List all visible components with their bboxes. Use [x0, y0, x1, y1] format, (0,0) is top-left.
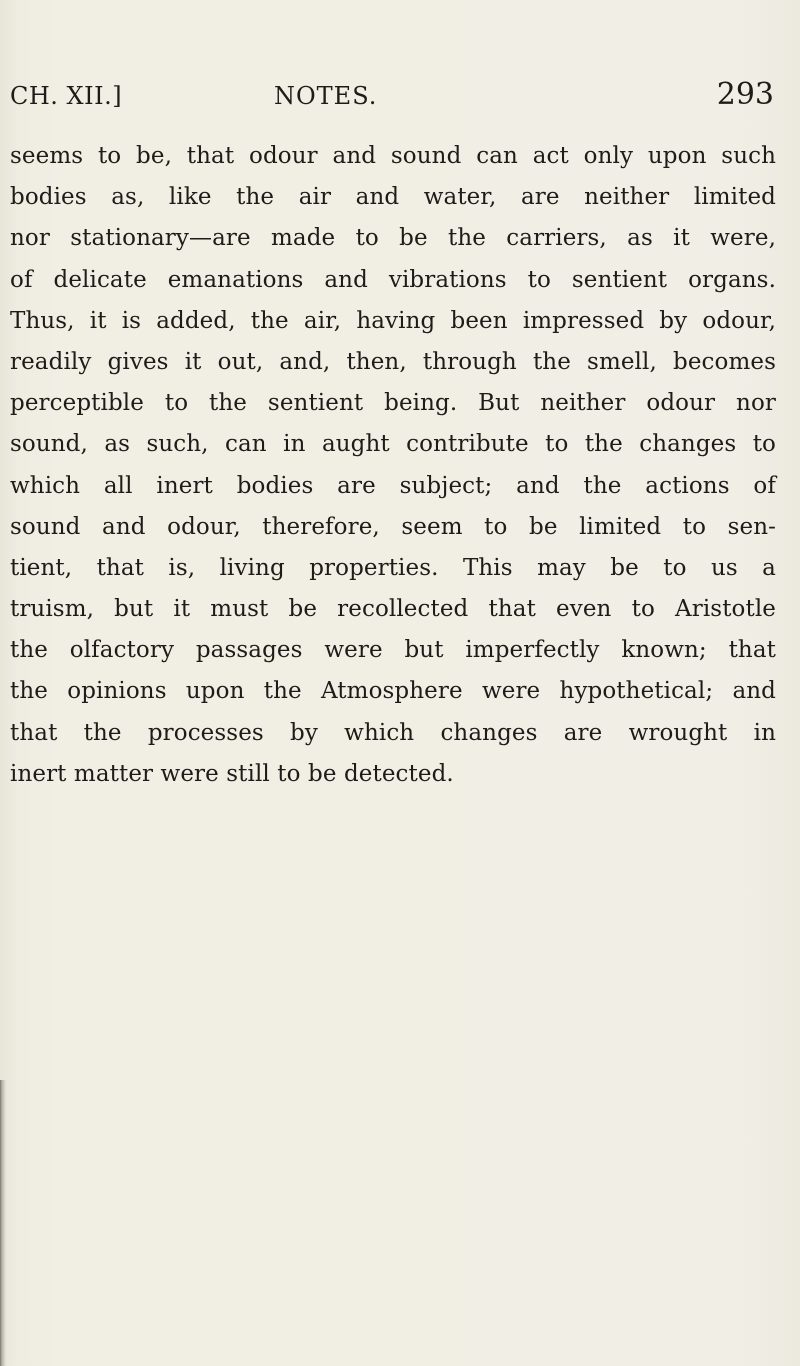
text-line: tient, that is, living properties. This may be to us a [10, 554, 776, 581]
text-line: sound and odour, therefore, seem to be limited to sen- [10, 513, 776, 540]
text-line: sound, as such, can in aught contribute to the changes to [10, 431, 776, 458]
text-line: of delicate emanations and vibrations to sentient organs. [10, 266, 776, 293]
text-line: which all inert bodies are subject; and the actions of [10, 472, 776, 499]
body-paragraph [10, 136, 776, 795]
text-line: bodies as, like the air and water, are neither limited [10, 184, 776, 211]
text-line: nor stationary—are made to be the carriers, as it were, [10, 225, 776, 252]
page-edge-shadow [0, 1080, 6, 1366]
page-number: 293 [716, 77, 774, 112]
chapter-label: CH. XII.] [10, 82, 123, 110]
text-line: perceptible to the sentient being. But neither odour nor [10, 390, 776, 417]
text-line-last: inert matter were still to be detected. [10, 760, 454, 787]
text-line: the olfactory passages were but imperfectly known; that [10, 637, 776, 664]
text-line: truism, but it must be recollected that even to Aristotle [10, 596, 776, 623]
text-line: Thus, it is added, the air, having been impressed by odour, [10, 307, 776, 334]
running-header [10, 77, 774, 126]
text-line: seems to be, that odour and sound can act only upon such [10, 143, 776, 169]
text-line: readily gives it out, and, then, through the smell, becomes [10, 348, 776, 375]
text-line: the opinions upon the Atmosphere were hypothetical; and [10, 678, 776, 705]
section-title: NOTES. [274, 82, 378, 110]
text-line: that the processes by which changes are wrought in [10, 719, 776, 746]
